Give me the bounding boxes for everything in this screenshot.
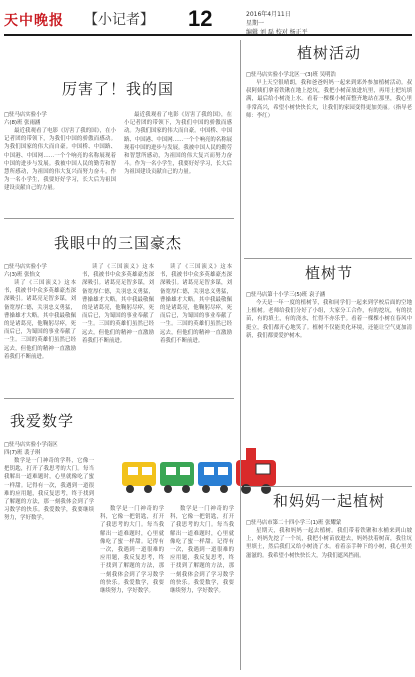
article-body-continued: 最近我观看了电影《厉害了我的国》，在小记者团的带领下，为我们中国的骄傲而感动。为我们国家的伟大而自豪。中国桥、中国路、中国港、中国网……一个个响亮的名称展现着中国的进步与发展。我被中国人民的勤劳和智慧所感动，为祖国的伟大复兴而努力奋斗。作为一名小学生，我要好好学习，长大后为祖国建设贡献自己的力量。 xyxy=(124,112,232,176)
masthead-meta xyxy=(246,10,308,37)
article-headline: 植树活动 xyxy=(296,44,361,62)
article-body: 读了《三国演义》这本书，我被书中众多英雄豪杰深深吸引。诸葛亮足智多谋，刘备宽厚仁德，关羽忠义勇猛，曹操雄才大略。其中我最敬佩的是诸葛亮，他鞠躬尽瘁，死而后已，为蜀国的事业奉献了一生。三国的英雄们虽然已经远去，但他们的精神一直激励着我们不断前进。 xyxy=(4,280,76,360)
article-byline-school: □驻马店第十小学三(5)班 袁子涵 xyxy=(246,292,326,298)
editor-line: 编辑 刘 磊 校对 杨正平 xyxy=(246,29,308,36)
article-a4 xyxy=(246,262,412,485)
article-byline-school: □驻马店实验小学 xyxy=(4,264,47,270)
issue-weekday: 星期一 xyxy=(246,20,265,27)
divider xyxy=(244,258,412,259)
article-a3 xyxy=(4,232,232,401)
article-headline: 和妈妈一起植树 xyxy=(272,492,385,510)
train-car xyxy=(160,462,194,486)
article-byline-class: 四(7)班 裴子琪 xyxy=(4,450,41,456)
article-body-continued: 读了《三国演义》这本书，我被书中众多英雄豪杰深深吸引。诸葛亮足智多谋，刘备宽厚仁德，关羽忠义勇猛，曹操雄才大略。其中我最敬佩的是诸葛亮，他鞠躬尽瘁，死而后已，为蜀国的事业奉献了一生。三国的英雄们虽然已经远去，但他们的精神一直激励着我们不断前进。 xyxy=(160,264,232,344)
article-headline: 厉害了！我的国 xyxy=(61,80,174,98)
article-body: 星期天，我和妈妈一起去植树。我们带着铁锹和水桶来到山坡上，妈妈先挖了一个坑，我把小树苗放进去，妈妈扶着树苗，我往坑里填土，然后我们又给小树浇了水。看着亲手种下的小树，我心里美滋滋的。我希望小树快快长大，为我们遮风挡雨。 xyxy=(246,528,412,559)
article-body-continued: 读了《三国演义》这本书，我被书中众多英雄豪杰深深吸引。诸葛亮足智多谋，刘备宽厚仁德，关羽忠义勇猛，曹操雄才大略。其中我最敬佩的是诸葛亮，他鞠躬尽瘁，死而后已，为蜀国的事业奉献了一生。三国的英雄们虽然已经远去，但他们的精神一直激励着我们不断前进。 xyxy=(82,264,154,344)
newspaper-logo: 天中晚报 xyxy=(4,13,64,29)
article-headline: 植树节 xyxy=(304,264,353,282)
masthead xyxy=(4,6,412,36)
article-a5-col2 xyxy=(100,505,164,655)
issue-date: 2016年4月11日 xyxy=(246,11,291,18)
article-byline-school: □驻马店实验小学北区一(3)班 吴明浩 xyxy=(246,72,336,78)
article-a5-col3 xyxy=(170,505,234,655)
article-a1 xyxy=(4,78,232,231)
page-number: 12 xyxy=(188,6,213,31)
article-byline-class: 六(8)班 张雨涵 xyxy=(4,120,41,126)
divider xyxy=(244,486,412,487)
article-body: 早上天空很晴朗，我和爸爸妈妈一起来到郊外参加植树活动。叔叔阿姨们拿着铁锹在地上挖坑，我把小树苗放进坑里，再用土把坑填满，最后给小树浇上水。看着一棵棵小树苗整齐地站在那里，我心里非常高兴，希望小树快快长大，让我们的家园变得更加美丽。（指导老师：李红） xyxy=(246,80,412,119)
article-body-continued: 数学是一门神奇的学科，它像一把钥匙，打开了我思考的大门。每当我解出一道难题时，心里就像吃了蜜一样甜。记得有一次，我遇到一道很难的应用题，我反复思考，终于找到了解题的方法，那一刻我体会到了学习数学的快乐。我爱数学，我要继续努力，学好数学。 xyxy=(100,506,164,595)
article-a5 xyxy=(4,410,94,667)
article-byline-school: □驻马店市第二十四小学三(1)班 张耀蒙 xyxy=(246,520,342,526)
article-headline: 我眼中的三国豪杰 xyxy=(53,234,182,252)
article-byline-school: □驻马店实验小学南区 xyxy=(4,442,58,448)
article-a6 xyxy=(246,490,412,675)
column-divider xyxy=(240,40,241,670)
article-byline-class: 六(3)班 张怡文 xyxy=(4,272,41,278)
divider xyxy=(4,398,234,399)
article-a2 xyxy=(246,42,412,255)
train-car xyxy=(198,462,232,486)
article-body: 今天是一年一度的植树节，我和同学们一起来到学校后面的空地上植树。老师给我们分好了小组，大家分工合作，有的挖坑，有的扶苗，有的填土，有的浇水，忙得不亦乐乎。看着一棵棵小树在春风中挺立，我们都开心地笑了。植树不仅能美化环境，还能让空气更加清新，我们都要爱护树木。 xyxy=(246,300,412,339)
article-byline-school: □驻马店实验小学 xyxy=(4,112,47,118)
article-headline: 我爱数学 xyxy=(10,412,75,430)
article-body: 最近我观看了电影《厉害了我的国》，在小记者团的带领下，为我们中国的骄傲而感动。为我们国家的伟大而自豪。中国桥、中国路、中国港、中国网……一个个响亮的名称展现着中国的进步与发展。我被中国人民的勤劳和智慧所感动，为祖国的伟大复兴而努力奋斗。作为一名小学生，我要好好学习，长大后为祖国建设贡献自己的力量。 xyxy=(4,128,116,192)
section-title: 【小记者】 xyxy=(84,12,154,28)
divider xyxy=(4,218,234,219)
train-car xyxy=(122,462,156,486)
article-body: 数学是一门神奇的学科，它像一把钥匙，打开了我思考的大门。每当我解出一道难题时，心里就像吃了蜜一样甜。记得有一次，我遇到一道很难的应用题，我反复思考，终于找到了解题的方法，那一刻我体会到了学习数学的快乐。我爱数学，我要继续努力，学好数学。 xyxy=(4,458,94,522)
article-body-continued: 数学是一门神奇的学科，它像一把钥匙，打开了我思考的大门。每当我解出一道难题时，心里就像吃了蜜一样甜。记得有一次，我遇到一道很难的应用题，我反复思考，终于找到了解题的方法，那一刻我体会到了学习数学的快乐。我爱数学，我要继续努力，学好数学。 xyxy=(170,506,234,595)
